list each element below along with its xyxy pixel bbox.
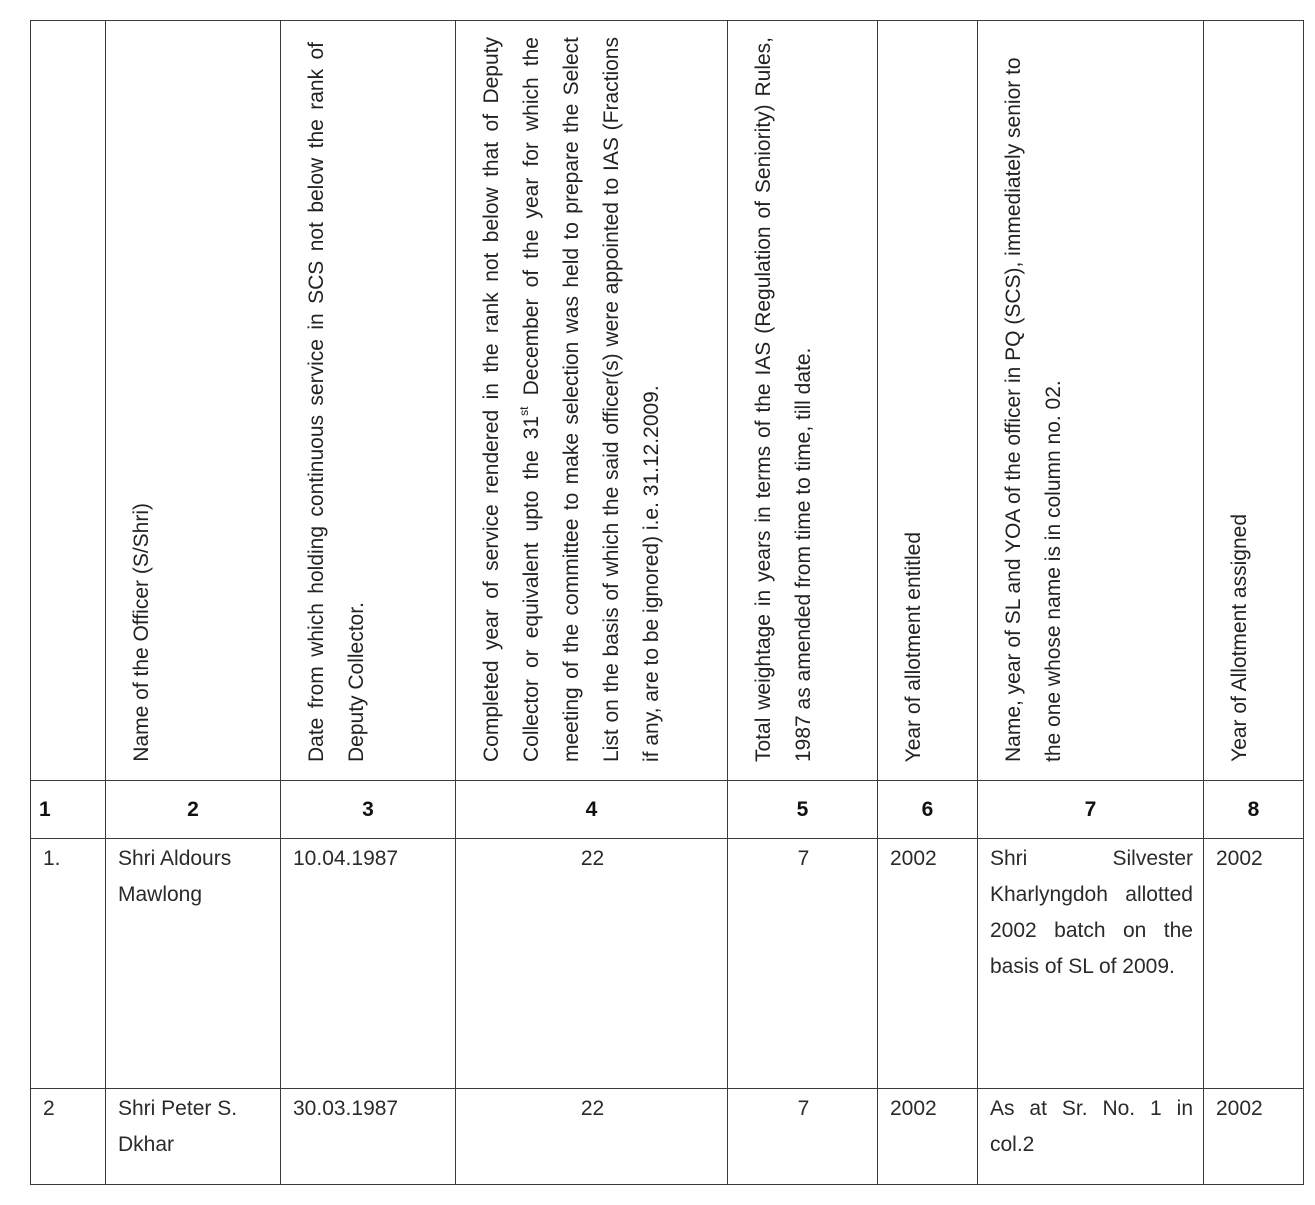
header-yoa-entitled: Year of allotment entitled xyxy=(902,531,925,762)
table-row xyxy=(31,839,1304,1089)
serial-number: 2 xyxy=(31,1089,106,1185)
senior-officer: Shri Silvester Kharlyngdoh allotted 2002 batch on the basis of SL of 2009. xyxy=(978,839,1204,1089)
total-weightage: 7 xyxy=(728,839,878,1089)
column-number: 1 xyxy=(31,781,106,839)
column-number: 4 xyxy=(456,781,728,839)
column-number: 2 xyxy=(106,781,281,839)
service-date: 10.04.1987 xyxy=(281,839,456,1089)
header-col-6 xyxy=(878,21,978,781)
header-yoa-assigned: Year of Allotment assigned xyxy=(1228,514,1251,762)
header-completed-years xyxy=(472,37,672,762)
header-senior-officer: Name, year of SL and YOA of the officer in PQ (SCS), immediately senior to the one whose name is in column no. 02. xyxy=(1002,57,1065,762)
header-col4-text-a: Completed year of service rendered in the rank not below that of Deputy Collector or equivalent upto the 31 xyxy=(480,37,543,762)
header-col-2 xyxy=(106,21,281,781)
column-number: 8 xyxy=(1204,781,1304,839)
header-total-weightage: Total weightage in years in terms of the IAS (Regulation of Seniority) Rules, 1987 as amended from time to time, till date. xyxy=(752,37,815,762)
yoa-assigned: 2002 xyxy=(1204,839,1304,1089)
total-weightage: 7 xyxy=(728,1089,878,1185)
header-col4-text-b: December of the year for which the meeting of the committee to make selection was held to prepare the Select List on the basis of which the said officer(s) were appointed to IAS (Fractions if any, are to be ignored) i.e. 31.12.2009. xyxy=(520,37,663,762)
header-col-5 xyxy=(728,21,878,781)
header-col-1 xyxy=(31,21,106,781)
header-service-date: Date from which holding continuous service in SCS not below the rank of Deputy Collector. xyxy=(305,42,368,762)
officer-name: Shri Peter S. Dkhar xyxy=(106,1089,281,1185)
completed-years: 22 xyxy=(456,839,728,1089)
header-officer-name: Name of the Officer (S/Shri) xyxy=(130,503,153,762)
yoa-assigned: 2002 xyxy=(1204,1089,1304,1185)
yoa-entitled: 2002 xyxy=(878,1089,978,1185)
column-number: 5 xyxy=(728,781,878,839)
officer-name: Shri Aldours Mawlong xyxy=(106,839,281,1089)
service-date: 30.03.1987 xyxy=(281,1089,456,1185)
column-number: 3 xyxy=(281,781,456,839)
header-col-8 xyxy=(1204,21,1304,781)
table-row xyxy=(31,1089,1304,1185)
column-number: 7 xyxy=(978,781,1204,839)
column-number-row xyxy=(31,781,1304,839)
column-number: 6 xyxy=(878,781,978,839)
header-col4-sup: st xyxy=(517,406,531,416)
header-row xyxy=(31,21,1304,781)
yoa-entitled: 2002 xyxy=(878,839,978,1089)
allotment-table xyxy=(30,20,1304,1185)
serial-number: 1. xyxy=(31,839,106,1089)
header-col-7 xyxy=(978,21,1204,781)
header-col-4 xyxy=(456,21,728,781)
senior-officer: As at Sr. No. 1 in col.2 xyxy=(978,1089,1204,1185)
completed-years: 22 xyxy=(456,1089,728,1185)
header-col-3 xyxy=(281,21,456,781)
